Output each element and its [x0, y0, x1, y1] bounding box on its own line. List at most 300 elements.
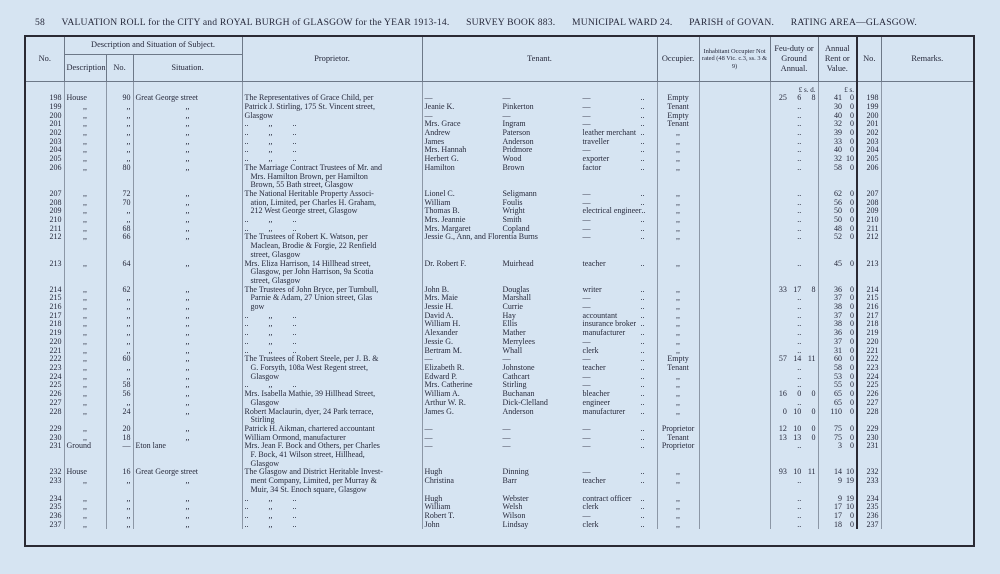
situation: ,,: [133, 294, 242, 303]
description: ,,: [64, 338, 106, 347]
entry-no: 218: [26, 320, 64, 329]
rent-pounds: 41: [834, 94, 843, 103]
tenant-first-name: Mrs. Jeannie: [424, 216, 466, 225]
house-no: ,,: [106, 103, 133, 112]
entry-no: 209: [26, 207, 64, 216]
entry-no-right: 216: [857, 303, 881, 312]
proprietor: 212 West George street, Glasgow: [242, 207, 422, 216]
inhabitant-occupier: [699, 390, 770, 399]
occupier: ,,: [657, 408, 699, 417]
occupier: ,,: [657, 164, 699, 173]
rent-pounds: 40: [834, 111, 843, 120]
tenant-surname: Buchanan: [502, 390, 535, 399]
entry-no-right: 206: [857, 164, 881, 173]
tenant: Arthur W. R. Dick-Clelland engineer ..: [422, 399, 657, 408]
remarks: [881, 399, 973, 408]
tenant: Jeanie K. Pinkerton — ..: [422, 103, 657, 112]
entry-no-right: 200: [857, 112, 881, 121]
tenant-first-name: —: [424, 424, 433, 433]
feu-shillings: ..: [797, 511, 802, 520]
occupier: ,,: [657, 495, 699, 504]
entry-no: 211: [26, 225, 64, 234]
rent-pounds: 50: [834, 216, 843, 225]
occupier: ,,: [657, 521, 699, 530]
situation: [133, 242, 242, 251]
situation: ,,: [133, 364, 242, 373]
feu-pence: [801, 312, 815, 321]
feu-duty: [770, 495, 818, 504]
description: House: [64, 468, 106, 477]
tenant: Robert T. Wilson — ..: [422, 512, 657, 521]
house-no: ,,: [106, 512, 133, 521]
inhabitant-occupier: [699, 425, 770, 434]
rent-shillings: 0: [850, 285, 855, 294]
tenant-occupation: —: [582, 424, 591, 433]
entry-no-right: 205: [857, 155, 881, 164]
remarks: [881, 355, 973, 364]
feu-pence: [801, 233, 815, 242]
house-no: ,,: [106, 338, 133, 347]
rent-pounds: 17: [834, 503, 843, 512]
remarks: [881, 329, 973, 338]
entry-no: [26, 460, 64, 469]
situation: ,,: [133, 390, 242, 399]
occupier: ,,: [657, 207, 699, 216]
description: ,,: [64, 164, 106, 173]
situation: [133, 251, 242, 260]
table-row: [26, 138, 973, 147]
table-row: [26, 225, 973, 234]
proprietor: .. ,, ..: [242, 381, 422, 390]
remarks: [881, 251, 973, 260]
feu-shillings: ..: [797, 381, 802, 390]
rent-shillings: 0: [850, 511, 855, 520]
feu-pence: [801, 146, 815, 155]
annual-rent: [818, 242, 857, 251]
rent-shillings: 0: [850, 189, 855, 198]
occupier: ,,: [657, 373, 699, 382]
valuation-table-frame: [24, 35, 975, 547]
tenant: Mrs. Margaret Copland — ..: [422, 225, 657, 234]
description: ,,: [64, 286, 106, 295]
situation: ,,: [133, 425, 242, 434]
description: ,,: [64, 408, 106, 417]
annual-rent: [818, 173, 857, 182]
tenant-first-name: William A.: [424, 390, 460, 399]
description: ,,: [64, 260, 106, 269]
rent-shillings: 0: [850, 216, 855, 225]
feu-duty: [770, 103, 818, 112]
feu-duty: [770, 260, 818, 269]
rent-pounds: 53: [834, 372, 843, 381]
rent-pounds: 58: [834, 364, 843, 372]
feu-pence: [801, 329, 815, 338]
inhabitant-occupier: [699, 434, 770, 443]
inhabitant-occupier: [699, 199, 770, 208]
situation: Eton lane: [133, 442, 242, 451]
annual-rent: [818, 416, 857, 425]
occupier: ,,: [657, 146, 699, 155]
proprietor: .. ,, ..: [242, 320, 422, 329]
tenant-occupation: —: [582, 146, 591, 155]
tenant: Mrs. Hannah Pridmore — ..: [422, 146, 657, 155]
tenant-occupation: —: [582, 102, 591, 111]
feu-duty: [770, 425, 818, 434]
feu-duty: [770, 112, 818, 121]
tenant-first-name: Lionel C.: [424, 189, 455, 198]
tenant-first-name: Christina: [424, 477, 454, 486]
tenant: Jessie G., Ann, and Florentia Burns — ..: [422, 233, 657, 242]
remarks: [881, 164, 973, 173]
inhabitant-occupier: [699, 94, 770, 103]
rent-shillings: 0: [850, 207, 855, 216]
remarks: [881, 190, 973, 199]
inhabitant-occupier: [699, 294, 770, 303]
occupier: ,,: [657, 225, 699, 234]
feu-pounds: [773, 312, 787, 321]
tenant: Edward P. Cathcart — ..: [422, 373, 657, 382]
tenant-first-name: Jessie H.: [424, 303, 453, 312]
house-no: 58: [106, 381, 133, 390]
entry-no: 210: [26, 216, 64, 225]
tenant-occupation: —: [582, 233, 591, 242]
entry-no: 208: [26, 199, 64, 208]
table-row: [26, 190, 973, 199]
inhabitant-occupier: [699, 320, 770, 329]
situation: ,,: [133, 477, 242, 486]
tenant-first-name: Andrew: [424, 129, 451, 138]
tenant-first-name: Arthur W. R.: [424, 398, 466, 407]
occupier: [657, 486, 699, 495]
continuation-row: [26, 460, 973, 469]
house-no: 56: [106, 390, 133, 399]
situation: ,,: [133, 312, 242, 321]
inhabitant-occupier: [699, 242, 770, 251]
tenant-surname: Foulis: [502, 198, 523, 207]
proprietor: Glasgow, per John Harrison, 9a Scotia: [242, 268, 422, 277]
description: ,,: [64, 303, 106, 312]
feu-pence: [801, 138, 815, 147]
feu-shillings: ..: [797, 224, 802, 233]
situation: Great George street: [133, 94, 242, 103]
occupier: Tenant: [657, 364, 699, 373]
remarks: [881, 199, 973, 208]
feu-pence: [801, 190, 815, 199]
occupier: ,,: [657, 320, 699, 329]
description: ,,: [64, 312, 106, 321]
proprietor: .. ,, ..: [242, 495, 422, 504]
inhabitant-occupier: [699, 347, 770, 356]
rent-pounds: 37: [834, 294, 843, 303]
house-no: [106, 251, 133, 260]
tenant-first-name: Mrs. Maie: [424, 294, 458, 303]
feu-duty: [770, 216, 818, 225]
rent-shillings: 0: [850, 129, 855, 138]
annual-rent: [818, 260, 857, 269]
occupier: [657, 181, 699, 190]
entry-no: 203: [26, 138, 64, 147]
entry-no: 201: [26, 120, 64, 129]
entry-no: 232: [26, 468, 64, 477]
remarks: [881, 216, 973, 225]
feu-duty: [770, 347, 818, 356]
inhabitant-occupier: [699, 364, 770, 373]
proprietor: Stirling: [242, 416, 422, 425]
situation: [133, 268, 242, 277]
feu-pence: [801, 199, 815, 208]
occupier: ,,: [657, 338, 699, 347]
table-row: [26, 216, 973, 225]
occupier: ,,: [657, 216, 699, 225]
tenant: Hugh Dinning — ..: [422, 468, 657, 477]
tenant-occupation: insurance broker: [582, 320, 637, 329]
annual-rent: [818, 434, 857, 443]
tenant-occupation: —: [582, 94, 591, 103]
situation: ,,: [133, 207, 242, 216]
feu-pounds: [773, 503, 787, 512]
remarks: [881, 138, 973, 147]
page-header: [35, 17, 931, 28]
tenant-first-name: Mrs. Catherine: [424, 381, 473, 390]
feu-shillings: ..: [797, 320, 802, 329]
feu-pence: [801, 503, 815, 512]
feu-pounds: [773, 320, 787, 329]
tenant-first-name: Hamilton: [424, 163, 455, 172]
proprietor: Muir, 34 St. Enoch square, Glasgow: [242, 486, 422, 495]
feu-pounds: [773, 146, 787, 155]
tenant-first-name: David A.: [424, 311, 454, 320]
inhabitant-occupier: [699, 138, 770, 147]
entry-no-right: 230: [857, 434, 881, 443]
feu-pence: [801, 338, 815, 347]
inhabitant-occupier: [699, 468, 770, 477]
tenant-surname: Pridmore: [502, 146, 533, 155]
inhabitant-occupier: [699, 521, 770, 530]
entry-no: [26, 242, 64, 251]
description: [64, 268, 106, 277]
annual-rent: [818, 495, 857, 504]
table-row: [26, 103, 973, 112]
tenant-occupation: —: [582, 216, 591, 225]
entry-no-right: 229: [857, 425, 881, 434]
feu-duty: [770, 460, 818, 469]
table-row: [26, 146, 973, 155]
tenant: David A. Hay accountant ..: [422, 312, 657, 321]
occupier: Tenant: [657, 434, 699, 443]
feu-duty: [770, 146, 818, 155]
situation: ,,: [133, 225, 242, 234]
feu-duty: [770, 468, 818, 477]
feu-duty: [770, 294, 818, 303]
annual-rent: [818, 408, 857, 417]
rent-pounds: 65: [834, 398, 843, 407]
inhabitant-occupier: [699, 225, 770, 234]
table-row: [26, 320, 973, 329]
rent-shillings: 19: [846, 477, 855, 486]
proprietor: Glasgow: [242, 460, 422, 469]
inhabitant-occupier: [699, 268, 770, 277]
feu-duty: [770, 242, 818, 251]
feu-pence: [801, 512, 815, 521]
description: ,,: [64, 512, 106, 521]
feu-shillings: 13: [793, 433, 802, 442]
proprietor: Patrick H. Aikman, chartered accountant: [242, 425, 422, 434]
rating-area: RATING AREA—GLASGOW.: [790, 17, 917, 28]
description: ,,: [64, 373, 106, 382]
proprietor: .. ,, ..: [242, 329, 422, 338]
feu-duty: [770, 320, 818, 329]
remarks: [881, 416, 973, 425]
feu-pounds: [773, 512, 787, 521]
inhabitant-occupier: [699, 251, 770, 260]
proprietor: ment Company, Limited, per Murray &: [242, 477, 422, 486]
feu-pounds: [773, 138, 787, 147]
rent-pounds: 60: [834, 355, 843, 364]
rent-shillings: 10: [846, 468, 855, 477]
situation: ,,: [133, 355, 242, 364]
proprietor: Glasgow: [242, 112, 422, 121]
entry-no-right: [857, 460, 881, 469]
tenant: Alexander Mather manufacturer ..: [422, 329, 657, 338]
tenant: James G. Anderson manufacturer ..: [422, 408, 657, 417]
tenant-occupation: —: [582, 337, 591, 346]
remarks: [881, 477, 973, 486]
proprietor: ation, Limited, per Charles H. Graham,: [242, 199, 422, 208]
description: [64, 242, 106, 251]
inhabitant-occupier: [699, 286, 770, 295]
feu-duty: [770, 199, 818, 208]
entry-no: 231: [26, 442, 64, 451]
occupier: ,,: [657, 512, 699, 521]
description: ,,: [64, 521, 106, 530]
feu-shillings: 10: [793, 407, 802, 416]
feu-pounds: [773, 521, 787, 530]
table-row: [26, 112, 973, 121]
inhabitant-occupier: [699, 503, 770, 512]
feu-pounds: [773, 347, 787, 356]
house-no: [106, 277, 133, 286]
entry-no: 233: [26, 477, 64, 486]
proprietor: gow: [242, 303, 422, 312]
entry-no-right: 221: [857, 347, 881, 356]
rent-pounds: 18: [834, 520, 843, 529]
feu-duty: [770, 521, 818, 530]
tenant-first-name: —: [424, 355, 433, 364]
feu-pounds: [773, 216, 787, 225]
entry-no-right: 217: [857, 312, 881, 321]
occupier: Proprietor: [657, 442, 699, 451]
feu-pence: [801, 112, 815, 121]
house-no: 20: [106, 425, 133, 434]
house-no: ,,: [106, 207, 133, 216]
rent-pounds: 38: [834, 303, 843, 312]
feu-pence: [801, 164, 815, 173]
tenant: — — — ..: [422, 94, 657, 103]
rent-shillings: 10: [846, 503, 855, 512]
continuation-row: [26, 268, 973, 277]
entry-no: [26, 268, 64, 277]
feu-duty: [770, 181, 818, 190]
entry-no: 200: [26, 112, 64, 121]
feu-pounds: [773, 112, 787, 121]
description: ,,: [64, 120, 106, 129]
entry-no-right: 213: [857, 260, 881, 269]
tenant: Christina Barr teacher ..: [422, 477, 657, 486]
annual-rent: [818, 425, 857, 434]
tenant-surname: Hay: [502, 311, 516, 320]
tenant-occupation: accountant: [582, 311, 618, 320]
feu-pounds: 13: [778, 433, 787, 442]
rent-shillings: 0: [850, 259, 855, 268]
entry-no-right: 234: [857, 495, 881, 504]
entry-no: 219: [26, 329, 64, 338]
annual-rent: [818, 294, 857, 303]
remarks: [881, 320, 973, 329]
rent-pounds: 50: [834, 207, 843, 216]
feu-shillings: ..: [797, 520, 802, 529]
entry-no-right: 222: [857, 355, 881, 364]
feu-shillings: ..: [797, 477, 802, 486]
col-tenant: Tenant.: [422, 37, 657, 81]
feu-pounds: [773, 129, 787, 138]
proprietor: William Ormond, manufacturer: [242, 434, 422, 443]
tenant-occupation: —: [582, 198, 591, 207]
tenant: — — — ..: [422, 434, 657, 443]
col-remarks: Remarks.: [881, 37, 973, 81]
feu-duty: [770, 233, 818, 242]
tenant-surname: —: [502, 424, 511, 433]
feu-pence: [801, 103, 815, 112]
entry-no: 213: [26, 260, 64, 269]
situation: ,,: [133, 103, 242, 112]
tenant: Mrs. Grace Ingram — ..: [422, 120, 657, 129]
annual-rent: [818, 233, 857, 242]
house-no: ,,: [106, 399, 133, 408]
entry-no-right: 218: [857, 320, 881, 329]
entry-no-right: 207: [857, 190, 881, 199]
house-no: ,,: [106, 521, 133, 530]
table-row: [26, 338, 973, 347]
house-no: ,,: [106, 373, 133, 382]
annual-rent: [818, 251, 857, 260]
tenant-surname: Whall: [502, 346, 523, 355]
feu-shillings: 6: [797, 94, 802, 103]
tenant-occupation: teacher: [582, 364, 606, 372]
entry-no: 202: [26, 129, 64, 138]
description: ,,: [64, 347, 106, 356]
feu-duty: [770, 277, 818, 286]
tenant-first-name: Dr. Robert F.: [424, 259, 467, 268]
feu-duty: [770, 512, 818, 521]
rent-units: £ s.: [818, 81, 857, 94]
proprietor: The Trustees of John Bryce, per Turnbull,: [242, 286, 422, 295]
rent-shillings: 0: [850, 320, 855, 329]
feu-duty: [770, 503, 818, 512]
tenant: James Anderson traveller ..: [422, 138, 657, 147]
feu-pounds: [773, 120, 787, 129]
entry-no: 236: [26, 512, 64, 521]
tenant-occupation: —: [582, 189, 591, 198]
rent-shillings: 0: [850, 146, 855, 155]
tenant-surname: Brown: [502, 163, 525, 172]
feu-pence: [801, 521, 815, 530]
proprietor: street, Glasgow: [242, 251, 422, 260]
description: ,,: [64, 225, 106, 234]
tenant-first-name: Jeanie K.: [424, 102, 455, 111]
entry-no-right: 227: [857, 399, 881, 408]
occupier: Empty: [657, 355, 699, 364]
description: ,,: [64, 503, 106, 512]
